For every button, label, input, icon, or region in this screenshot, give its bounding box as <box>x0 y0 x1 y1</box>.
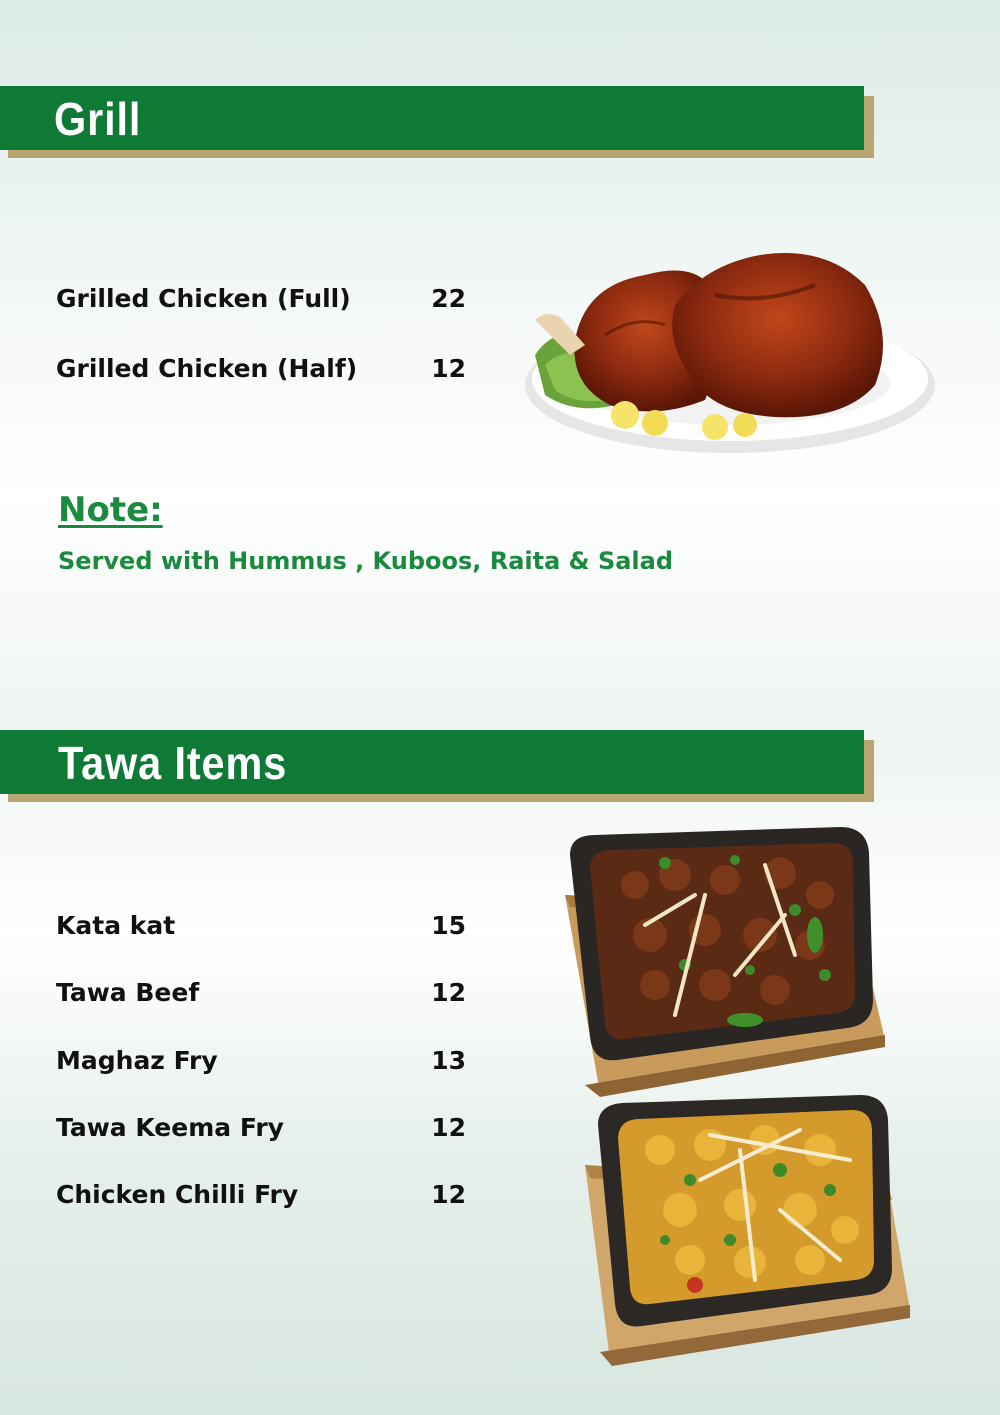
menu-item-name: Chicken Chilli Fry <box>56 1180 299 1209</box>
menu-item <box>56 1180 476 1220</box>
menu-item <box>56 1046 476 1086</box>
menu-item <box>56 911 476 951</box>
note-text: Served with Hummus , Kuboos, Raita & Salad <box>58 547 674 575</box>
menu-item-price: 13 <box>431 1046 466 1075</box>
menu-item-name: Maghaz Fry <box>56 1046 218 1075</box>
menu-item-price: 12 <box>431 1180 466 1209</box>
menu-item-price: 12 <box>431 354 466 383</box>
kata-kat-photo <box>555 825 890 1100</box>
menu-item <box>56 978 476 1018</box>
keema-fry-photo <box>570 1090 915 1370</box>
section-header-grill <box>0 86 875 158</box>
menu-item <box>56 1113 476 1153</box>
menu-item-name: Grilled Chicken (Half) <box>56 354 358 383</box>
menu-item <box>56 284 476 324</box>
menu-item-name: Grilled Chicken (Full) <box>56 284 351 313</box>
menu-item-name: Kata kat <box>56 911 176 940</box>
menu-item-price: 22 <box>431 284 466 313</box>
grilled-chicken-photo <box>515 245 935 470</box>
menu-item <box>56 354 476 394</box>
section-title-tawa: Tawa Items <box>58 737 288 789</box>
menu-item-price: 12 <box>431 1113 466 1142</box>
note-title: Note: <box>58 490 163 530</box>
menu-item-price: 12 <box>431 978 466 1007</box>
section-header-tawa <box>0 730 875 802</box>
menu-item-name: Tawa Beef <box>56 978 200 1007</box>
menu-item-price: 15 <box>431 911 466 940</box>
menu-item-name: Tawa Keema Fry <box>56 1113 284 1142</box>
section-title-grill: Grill <box>54 93 142 145</box>
